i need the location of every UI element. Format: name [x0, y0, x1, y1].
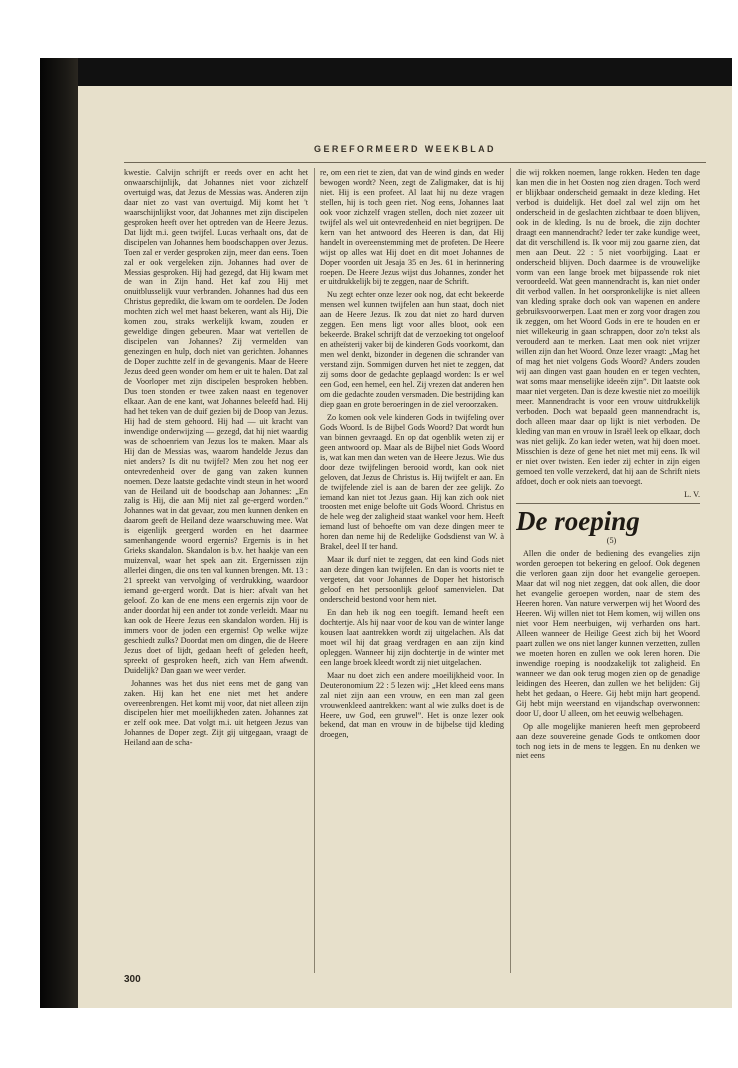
column-middle [320, 168, 504, 973]
paragraph: re, om een riet te zien, dat van de wind ginds en weder bewogen wordt? Neen, zegt de Zaligmaker, dat is hij niet. Hij is een profeet. Al laat hij nu deze vragen stellen, hij is toch geen riet. Nog eens, Johannes laat ook voor zichzelf vragen stellen, doch niet zozeer uit twijfel als wel uit ontevredenheid en niet begrijpen. De kern van het antwoord des Heeren is dan, dat Hij handelt in overeenstemming met de profeten. De Heere wijst op alles wat Hij doet en dit moet Johannes de Doper voorden uit Jesaja 35 en Jes. 61 in herinnering roepen. De Heere Jezus wijst dus Johannes, zonder het er uitdrukkelijk bij te zeggen, naar de Schrift. [320, 168, 504, 287]
book-spine-shadow [40, 58, 78, 1008]
column-right [516, 168, 700, 973]
column-divider [314, 168, 315, 973]
paragraph: kwestie. Calvijn schrijft er reeds over en acht het onwaarschijnlijk, dat Johannes niet voor zichzelf overtuigd was, dat Jezus de Messias was. Anderen zijn daar niet zo vast van overtuigd. Mij komt het 't waarschijnlijkst voor, dat Johannes met zijn discipelen gesproken heeft over het optreden van de Heere Jezus. Dat lijdt m.i. geen twijfel. Lucas verhaalt ons, dat de discipelen van Johannes hem boodschappen over Jezus. Toen zal er verder gesproken zijn, meer dan eens. Toen zal er ook vergeleken zijn. Johannes had over de Messias gesproken. Hij had gezegd, dat Hij kwam met de wan in Zijn hand. Het kaf zou Hij met onuitblusselijk vuur verbranden. Johannes had dus een Christus gepredikt, die kwam om te oordelen. De Joden mochten zich wel met haast bekeren, want als Hij, Die komen zou, straks werkelijk kwam, zouden er geweldige dingen gebeuren. Maar wat vertellen de discipelen van Johannes? Zij vermelden van genezingen en hulp, doch niet van gerichten. Johannes de Doper zuchtte zelf in de gevangenis. Maar de Heere Jezus deed geen wonder om hem er uit te halen. Dat zal de Voorloper met zijn discipelen besproken hebben. Dus toen stonden er twee zaken naast en tegenover elkaar. Aan de ene kant, wat Johannes beleefd had. Hij had het teken van de duif gezien bij de Doop van Jezus. Hij had de stem gehoord. Hij had — uit kracht van inwendige onderwijzing — gezegd, dat hij niet waardig was de schoenriem van Jezus los te maken. Maar als Hij dan de Messias was, waarom handelde Jezus dan niet anders? Is dit nu twijfel? Men zou het nog eer ontevredenheid over de gang van zaken kunnen noemen. Deze laatste gedachte vindt steun in het woord van de Heiland uit de boodschap aan Johannes: „En zalig is Hij, die aan Mij niet zal ge-ergerd worden.” Johannes wat in dat gevaar, zou men kunnen denken en daarom geeft de Heiland deze waarschuwing mee. Wat is eigenlijk geergerd worden en het daarmee samenhangende woord ergernis? Ergernis is in het Grieks skandalon. Skandalon is b.v. het haakje van een muizenval, waar het spek aan zit. Ergernissen zijn allerlei dingen, die ons ten val kunnen brengen. Mt. 13 : 21 spreekt van vervolging of verdrukking, waardoor iemand ge-ergerd wordt. Dat is hier: afvalt van het geloof. Zo kan de ene mens een ergernis zijn voor de ander doordat hij een ander tot zonde verleidt. Maar nu kan ook de Heere Jezus een skandalon worden. Hij is immers voor de joden een ergernis! Op welke wijze geschiedt zulks? Doordat men om dingen, die de Heere Jezus doet of lijdt, gedaan heeft of geleden heeft, spreekt of gesproken heeft, zich van Hem afwendt. Duidelijk? Dan gaan we weer verder. [124, 168, 308, 675]
author-signature: L. V. [684, 489, 700, 499]
paragraph: Maar ik durf niet te zeggen, dat een kind Gods niet aan deze dingen kan twijfelen. En dan is voorts niet te vergeten, dat voor Johannes de Doper het historisch geloof en het persoonlijk geloof samenvielen. Dat onderscheid bestond voor hem niet. [320, 555, 504, 605]
paragraph: Johannes was het dus niet eens met de gang van zaken. Hij kan het ene niet met het andere overeenbrengen. Het komt mij voor, dat niet alleen zijn discipelen hier met moeilijkheden zaten. Johannes zat er zelf ook mee. Dat volgt m.i. uit hetgeen Jezus van Johannes de Doper zegt. Zijt gij uitgegaan, vraagt de Heiland aan de scha- [124, 678, 308, 748]
article-title: De roeping [516, 506, 640, 537]
article-separator [516, 503, 700, 504]
column-divider [510, 168, 511, 973]
magazine-page [78, 86, 732, 1008]
paragraph: Allen die onder de bediening des evangelies zijn worden geroepen tot bekering en geloof. Ook degenen die verloren gaan zijn door het evangelie geroepen. Maar dat wil nog niet zeggen, dat ook allen, die door het evangelie geroepen worden, naar de stem des Heeren horen. Van nature verwerpen wij het Woord des Heeren. Wij willen niet tot Hem komen, wij willen ons niet voor Hem neerbuigen, wij verharden ons hart. Alleen wanneer de Heilige Geest zich bij het Woord paart zullen we ons niet langer kunnen verzetten, zullen we moeten horen en zullen we ook leren horen. Die inwendige roeping is noodzakelijk tot zaligheid. En wanneer we dan ook terug mogen zien op de genadige leidingen des Heeren, dan zullen we het belijden: Gij hebt het gedaan, o Heere. Gij hebt mijn hart geopend. Gij hebt mijn weerstand en vijandschap overwonnen: door U, door U alleen, om het eeuwig welbehagen. [516, 549, 700, 718]
paragraph: Op alle mogelijke manieren heeft men geprobeerd aan deze souvereine genade Gods te ontkomen door toch nog iets in de mens te leggen. En nu denken we niet eens [516, 721, 700, 761]
column-left [124, 168, 308, 973]
article-part-number: (5) [606, 536, 617, 546]
header-rule [124, 162, 706, 163]
paragraph: die wij rokken noemen, lange rokken. Heden ten dage kan men die in het Oosten nog zien dragen. Toch werd er blijkbaar onderscheid gemaakt in deze kleding. Het verbod is duidelijk. Het doel zal wel zijn om het onderscheid in de geslachten zichtbaar te doen blijven, ook in de kleding. Is nu de broek, die zijn dochter draagt een mannendracht? Ieder ter zake kundige weet, dat dit verschillend is. Ik voor mij zou gaarne zien, dat men aan Deut. 22 : 5 niet voorbijging. Laat er onderscheid blijven. Doch daarmee is de vrouwelijke vorm van een lange broek met bijpassende rok niet veroordeeld. Wat geen mannendracht is, kan niet onder dit verbod vallen. In het oorspronkelijke is niet alleen van kleding sprake doch ook van wapenen en andere gebruiksvoorwerpen. Laat men er zorg voor dragen zou ik zeggen, om het Woord Gods in ere te houden en er niet willekeurig in gaan schrappen, door zo'n tekst als verouderd aan te merken. Laat men ook niet vrijzer willen zijn dan het Woord. Onze lezer vraagt: „Mag het of mag het niet volgens Gods Woord? Anders zouden wij aan dingen vast gaan houden en er tegen vechten, wat soms maar menselijke ideeën zijn”. Dit laatste ook maar niet vergeten. Dan is deze kwestie niet zo moeilijk meer. Mannendracht is voor een vrouw uitdrukkelijk verboden. Doch wat bepaald geen mannendracht is, doch alleen maar daar op lijkt is niet verboden. De kleding van man en vrouw in Israël leek op elkaar, doch was niet gelijk. Zo kan ieder weten, wat hij doen moet. Misschien is deze of gene het niet met mij eens. Ik wil er niet over twisten. Een ieder zij echter in zijn eigen gemoed ten volle verzekerd, dat hij aan de Schrift niets afdoet, doch er ook niets aan toevoegt. [516, 168, 700, 486]
paragraph: Zo komen ook vele kinderen Gods in twijfeling over Gods Woord. Is de Bijbel Gods Woord? Dat wordt hun van binnen gevraagd. En op dat ogenblik weten zij er geen antwoord op. Maar als de Bijbel niet Gods Woord is, wat kan men dan weten van de Heere Jezus. Wie dus door deze twijfelingen berooid wordt, kan ook niet geloven, dat Jezus de Christus is. Hij twijfelt er aan. En de twijfelende ziel is aan de baren der zee gelijk. Zo iemand kan niet tot Jezus gaan. Hij kan zich ook niet troosten met enige belofte uit Gods Woord. Christus en de hele weg der zaligheid staat wankel voor hem. Heeft iemand lust of behoefte om van deze dingen meer te horen dan neme hij de Redelijke Godsdienst van W. à Brakel, deel II ter hand. [320, 412, 504, 552]
running-head: GEREFORMEERD WEEKBLAD [314, 144, 496, 154]
paragraph: Maar nu doet zich een andere moeilijkheid voor. In Deuteronomium 22 : 5 lezen wij: „Het kleed eens mans zal niet zijn aan een vrouw, en een man zal geen vrouwenkleed aantrekken: want al wie zulks doet is de Heere, uw God, een gruwel”. Het is onze lezer ook bekend, dat man en vrouw in de bijbelse tijd kleding droegen, [320, 670, 504, 740]
page-number: 300 [124, 974, 141, 985]
scanned-page-photo [40, 58, 732, 1008]
paragraph: Nu zegt echter onze lezer ook nog, dat echt bekeerde mensen wel kunnen twijfelen aan hun staat, doch niet aan de Heere Jezus. Ik zou dat niet zo hard durven zeggen. Een mens ligt voor alles bloot, ook een bekeerde. Brakel schrijft dat de verzoeking tot ongeloof en atheïsterij vaker bij de kinderen Gods voorkomt, dan men wel denkt, bizonder in degenen die schrander van verstand zijn. Sommigen durven het niet te zeggen, dat zij soms door de gedachte geplaagd worden: Is er wel een God, een hemel, een hel. Zij vrezen dat anderen hen om die gedachte zouden versmaden. Die bestrijding kan diep gaan en grote beroeringen in de ziel veroorzaken. [320, 290, 504, 409]
paragraph: En dan heb ik nog een toegift. Iemand heeft een dochtertje. Als hij naar voor de kou van de winter lange kousen laat aantrekken wordt zij uitgelachen. Als dat moet wil hij dat graag verdragen en aan zijn kind opleggen. Wanneer hij zijn dochtertje in de winter met een lange broek kleedt wordt zij niet uitgelachen. [320, 607, 504, 667]
